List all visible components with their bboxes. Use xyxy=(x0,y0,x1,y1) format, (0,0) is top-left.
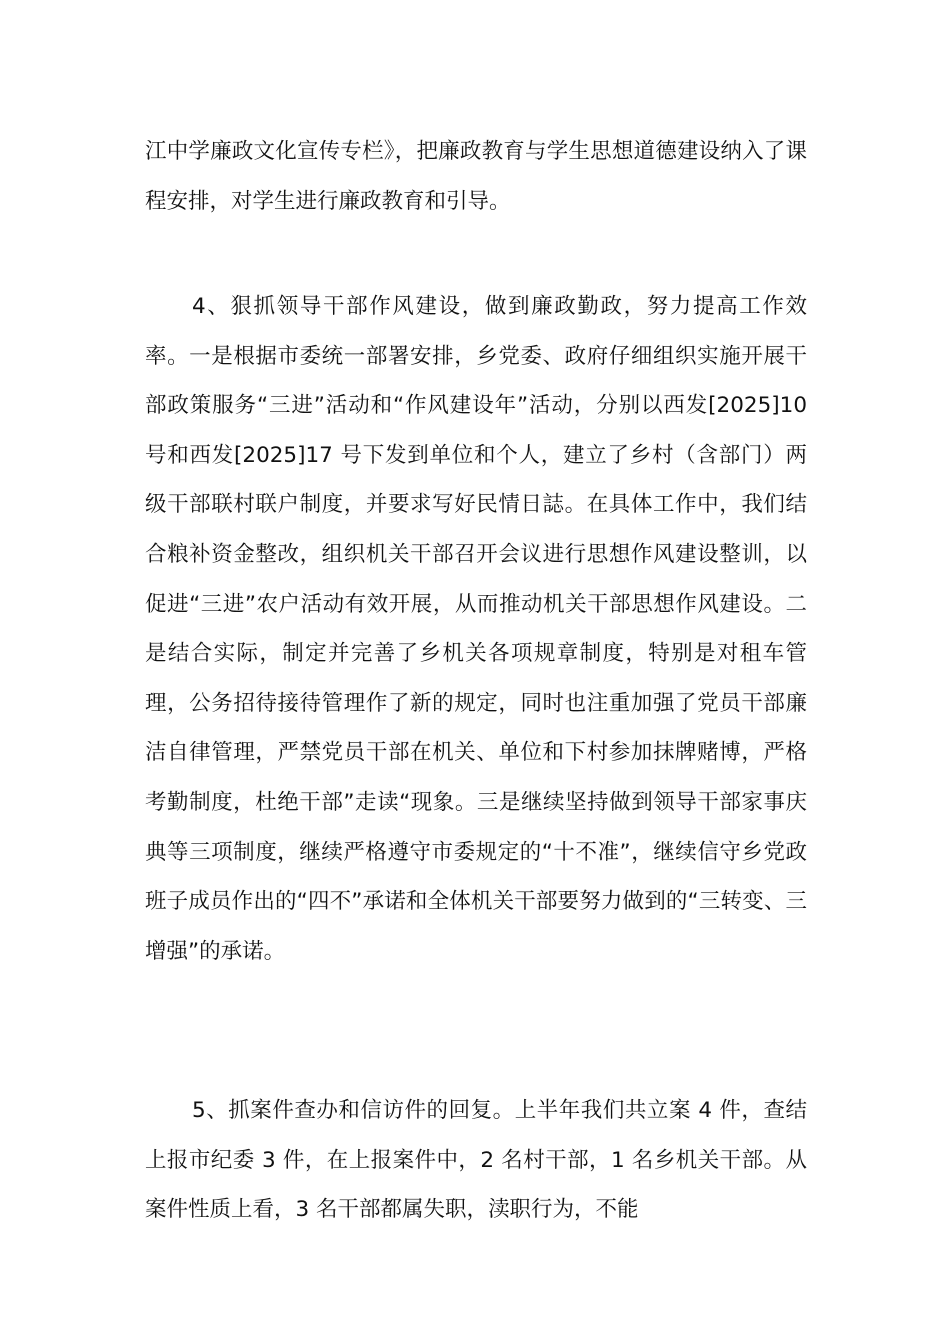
paragraph-item-4: 4、狠抓领导干部作风建设，做到廉政勤政，努力提高工作效率。一是根据市委统一部署安排，乡党委、政府仔细组织实施开展干部政策服务“三进”活动和“作风建设年”活动，分别以西发[2025]10 号和西发[2025]17 号下发到单位和个人，建立了乡村（含部门）两级干部联村联户制度，并要求写好民情日誌。在具体工作中，我们结合粮补资金整改，组织机关干部召开会议进行思想作风建设整训，以促进“三进”农户活动有效开展，从而推动机关干部思想作风建设。二是结合实际，制定并完善了乡机关各项规章制度，特别是对租车管理，公务招待接待管理作了新的规定，同时也注重加强了党员干部廉洁自律管理，严禁党员干部在机关、单位和下村参加抹牌赌博，严格考勤制度，杜绝干部”走读“现象。三是继续坚持做到领导干部家事庆典等三项制度，继续严格遵守市委规定的“十不准”，继续信守乡党政班子成员作出的“四不”承诺和全体机关干部要努力做到的“三转变、三增强”的承诺。 xyxy=(145,294,807,964)
paragraph-item-5: 5、抓案件查办和信访件的回复。上半年我们共立案 4 件，查结上报市纪委 3 件，在上报案件中，2 名村干部，1 名乡机关干部。从案件性质上看，3 名干部都属失职，渎职行为，不能 xyxy=(145,1098,807,1223)
paragraph-continuation: 江中学廉政文化宣传专栏》，把廉政教育与学生思想道德建设纳入了课程安排，对学生进行廉政教育和引导。 xyxy=(145,139,807,214)
